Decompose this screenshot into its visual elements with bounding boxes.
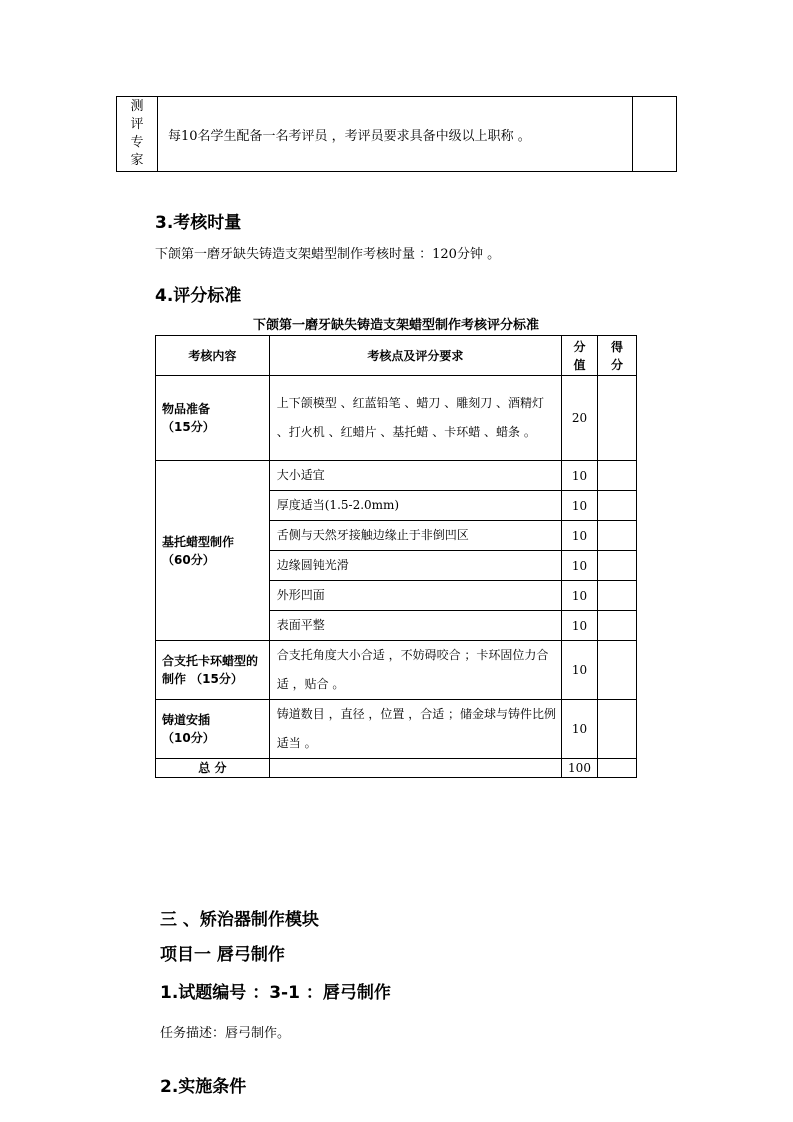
scoring-table-title: 下颌第一磨牙缺失铸造支架蜡型制作考核评分标准: [252, 318, 539, 333]
got-cell: [597, 759, 636, 778]
total-score: 100: [562, 759, 598, 778]
section-3-heading: 3.考核时量: [155, 213, 242, 233]
expert-label-char: 专: [130, 135, 144, 150]
expert-table: [116, 96, 677, 172]
expert-label-cell: [117, 97, 158, 172]
implementation-heading: 2.实施条件: [160, 1077, 247, 1097]
requirement-cell: 合支托角度大小合适 ，不妨碍咬合 ；卡环固位力合适 ，贴合 。: [269, 641, 561, 700]
question-1-heading: 1.试题编号 ：3-1 ：唇弓制作: [160, 983, 391, 1003]
expert-label-char: 评: [130, 117, 144, 132]
got-cell: [597, 581, 636, 611]
category-cell: 基托蜡型制作 （60分）: [156, 461, 270, 641]
score-cell: 10: [562, 461, 598, 491]
section-3-text: 下颌第一磨牙缺失铸造支架蜡型制作考核时量 ：120分钟 。: [155, 247, 501, 262]
section-4-heading: 4.评分标准: [155, 286, 242, 306]
got-cell: [597, 700, 636, 759]
score-cell: 10: [562, 611, 598, 641]
got-cell: [597, 491, 636, 521]
category-cell: 铸道安插 （10分）: [156, 700, 270, 759]
score-cell: 10: [562, 700, 598, 759]
requirement-cell: 表面平整: [269, 611, 561, 641]
requirement-cell: 厚度适当(1.5-2.0mm): [269, 491, 561, 521]
score-cell: 10: [562, 551, 598, 581]
requirement-cell: 边缘圆钝光滑: [269, 551, 561, 581]
scoring-table: [155, 335, 637, 778]
got-cell: [597, 551, 636, 581]
total-empty-cell: [269, 759, 561, 778]
score-cell: 20: [562, 376, 598, 461]
task-description: 任务描述：唇弓制作。: [160, 1026, 291, 1041]
got-cell: [597, 521, 636, 551]
requirement-cell: 大小适宜: [269, 461, 561, 491]
module-heading: 三 、矫治器制作模块: [160, 910, 319, 930]
got-cell: [597, 376, 636, 461]
score-cell: 10: [562, 491, 598, 521]
header-score: 分值: [562, 336, 598, 376]
expert-text: 每10名学生配备一名考评员 ，考评员要求具备中级以上职称 。: [158, 97, 633, 172]
score-cell: 10: [562, 581, 598, 611]
header-got: 得分: [597, 336, 636, 376]
score-cell: 10: [562, 521, 598, 551]
requirement-cell: 舌侧与天然牙接触边缘止于非倒凹区: [269, 521, 561, 551]
score-cell: 10: [562, 641, 598, 700]
expert-label-char: 测: [130, 99, 144, 114]
got-cell: [597, 611, 636, 641]
category-cell: 合支托卡环蜡型的制作 （15分）: [156, 641, 270, 700]
got-cell: [597, 461, 636, 491]
header-points: 考核点及评分要求: [269, 336, 561, 376]
project-heading: 项目一 唇弓制作: [160, 945, 285, 965]
total-label: 总 分: [156, 759, 270, 778]
category-cell: 物品准备 （15分）: [156, 376, 270, 461]
expert-empty-cell: [633, 97, 677, 172]
requirement-cell: 上下颌模型 、红蓝铅笔 、蜡刀 、雕刻刀 、酒精灯 、打火机 、红蜡片 、基托蜡 、卡环蜡 、蜡条 。: [269, 376, 561, 461]
got-cell: [597, 641, 636, 700]
requirement-cell: 铸道数目 ，直径 ，位置 ，合适 ；储金球与铸件比例适当 。: [269, 700, 561, 759]
requirement-cell: 外形凹面: [269, 581, 561, 611]
header-content: 考核内容: [156, 336, 270, 376]
expert-label-char: 家: [130, 153, 144, 168]
